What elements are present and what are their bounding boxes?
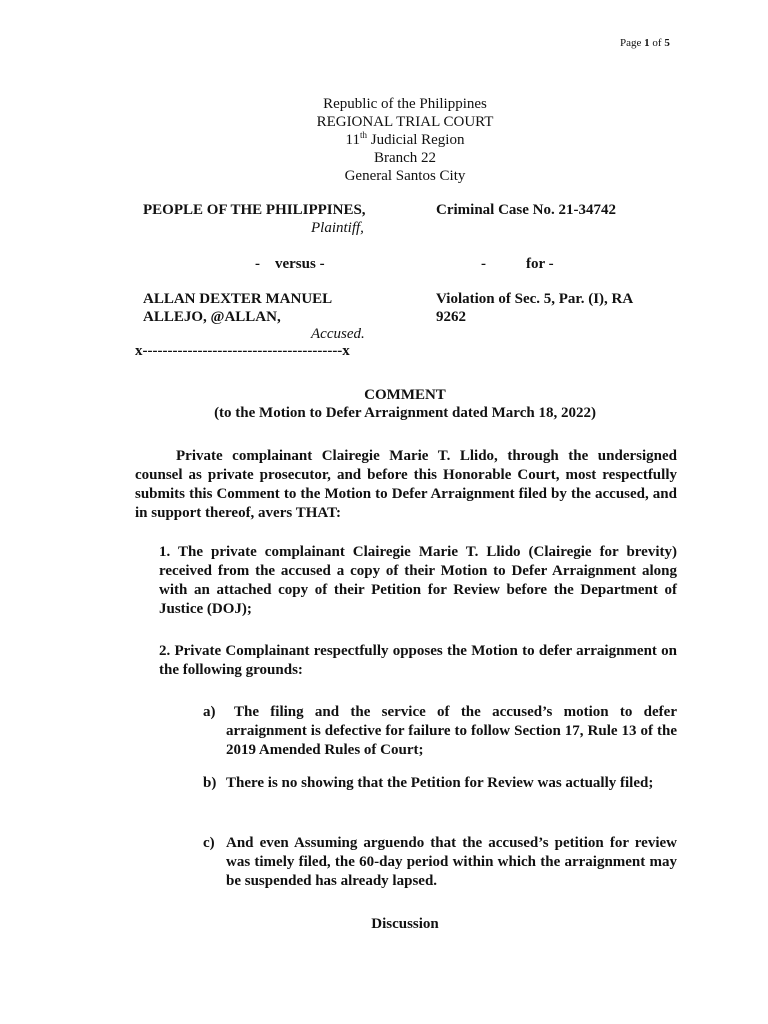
ground-b-text: There is no showing that the Petition for Review was actually filed;	[226, 775, 654, 791]
document-subtitle: (to the Motion to Defer Arraignment dated March 18, 2022)	[214, 405, 596, 421]
page-number-current: 1	[644, 37, 650, 49]
header-region-text: Judicial Region	[366, 132, 465, 148]
header-region-number: 11	[345, 132, 360, 148]
ground-c-letter: c)	[203, 835, 215, 851]
header-court: REGIONAL TRIAL COURT	[316, 114, 494, 130]
discussion-heading: Discussion	[371, 916, 439, 932]
offense-line2: 9262	[436, 309, 466, 325]
ground-a-letter: a)	[203, 704, 216, 720]
page-number-prefix: Page	[620, 37, 645, 49]
offense-line1: Violation of Sec. 5, Par. (I), RA	[436, 291, 634, 307]
paragraph-2: 2. Private Complainant respectfully opposes the Motion to defer arraignment on the following grounds:	[159, 643, 677, 678]
page-number-of: of	[649, 37, 665, 49]
plaintiff-role: Plaintiff,	[311, 220, 364, 236]
ground-c-text: And even Assuming arguendo that the accused’s petition for review was timely filed, the 60-day period within which the arraignment may be suspended has already lapsed.	[226, 835, 677, 889]
plaintiff-name: PEOPLE OF THE PHILIPPINES,	[143, 202, 366, 218]
accused-role: Accused.	[311, 326, 365, 342]
ground-a-text: The filing and the service of the accused’s motion to defer arraignment is defective for failure to follow Section 17, Rule 13 of the 2019 Amended Rules of Court;	[226, 704, 677, 758]
document-title: COMMENT	[364, 387, 446, 403]
versus-label: - versus -	[255, 256, 325, 272]
for-dash: -	[481, 256, 486, 272]
header-branch: Branch 22	[373, 150, 437, 166]
page-number	[620, 36, 670, 50]
paragraph-1: 1. The private complainant Clairegie Marie T. Llido (Clairegie for brevity) received from the accused a copy of their Motion to Defer Arraignment along with an attached copy of their Petition for Review before the Department of Justice (DOJ);	[159, 544, 677, 617]
caption-separator: x----------------------------------------x	[135, 343, 350, 359]
intro-paragraph: Private complainant Clairegie Marie T. Llido, through the undersigned counsel as private prosecutor, and before this Honorable Court, most respectfully submits this Comment to the Motion to Defer Arraignment filed by the accused, and in support thereof, avers THAT:	[135, 448, 677, 521]
ground-b-letter: b)	[203, 775, 217, 791]
for-label: for -	[526, 256, 554, 272]
court-header	[180, 95, 630, 185]
accused-name-line2: ALLEJO, @ALLAN,	[143, 309, 281, 325]
case-number: Criminal Case No. 21-34742	[436, 202, 616, 218]
page-number-total: 5	[664, 37, 670, 49]
header-region-suffix: th	[359, 130, 367, 140]
accused-name-line1: ALLAN DEXTER MANUEL	[143, 291, 333, 307]
header-republic: Republic of the Philippines	[323, 96, 487, 112]
header-city: General Santos City	[344, 168, 466, 184]
header-region	[180, 131, 630, 149]
